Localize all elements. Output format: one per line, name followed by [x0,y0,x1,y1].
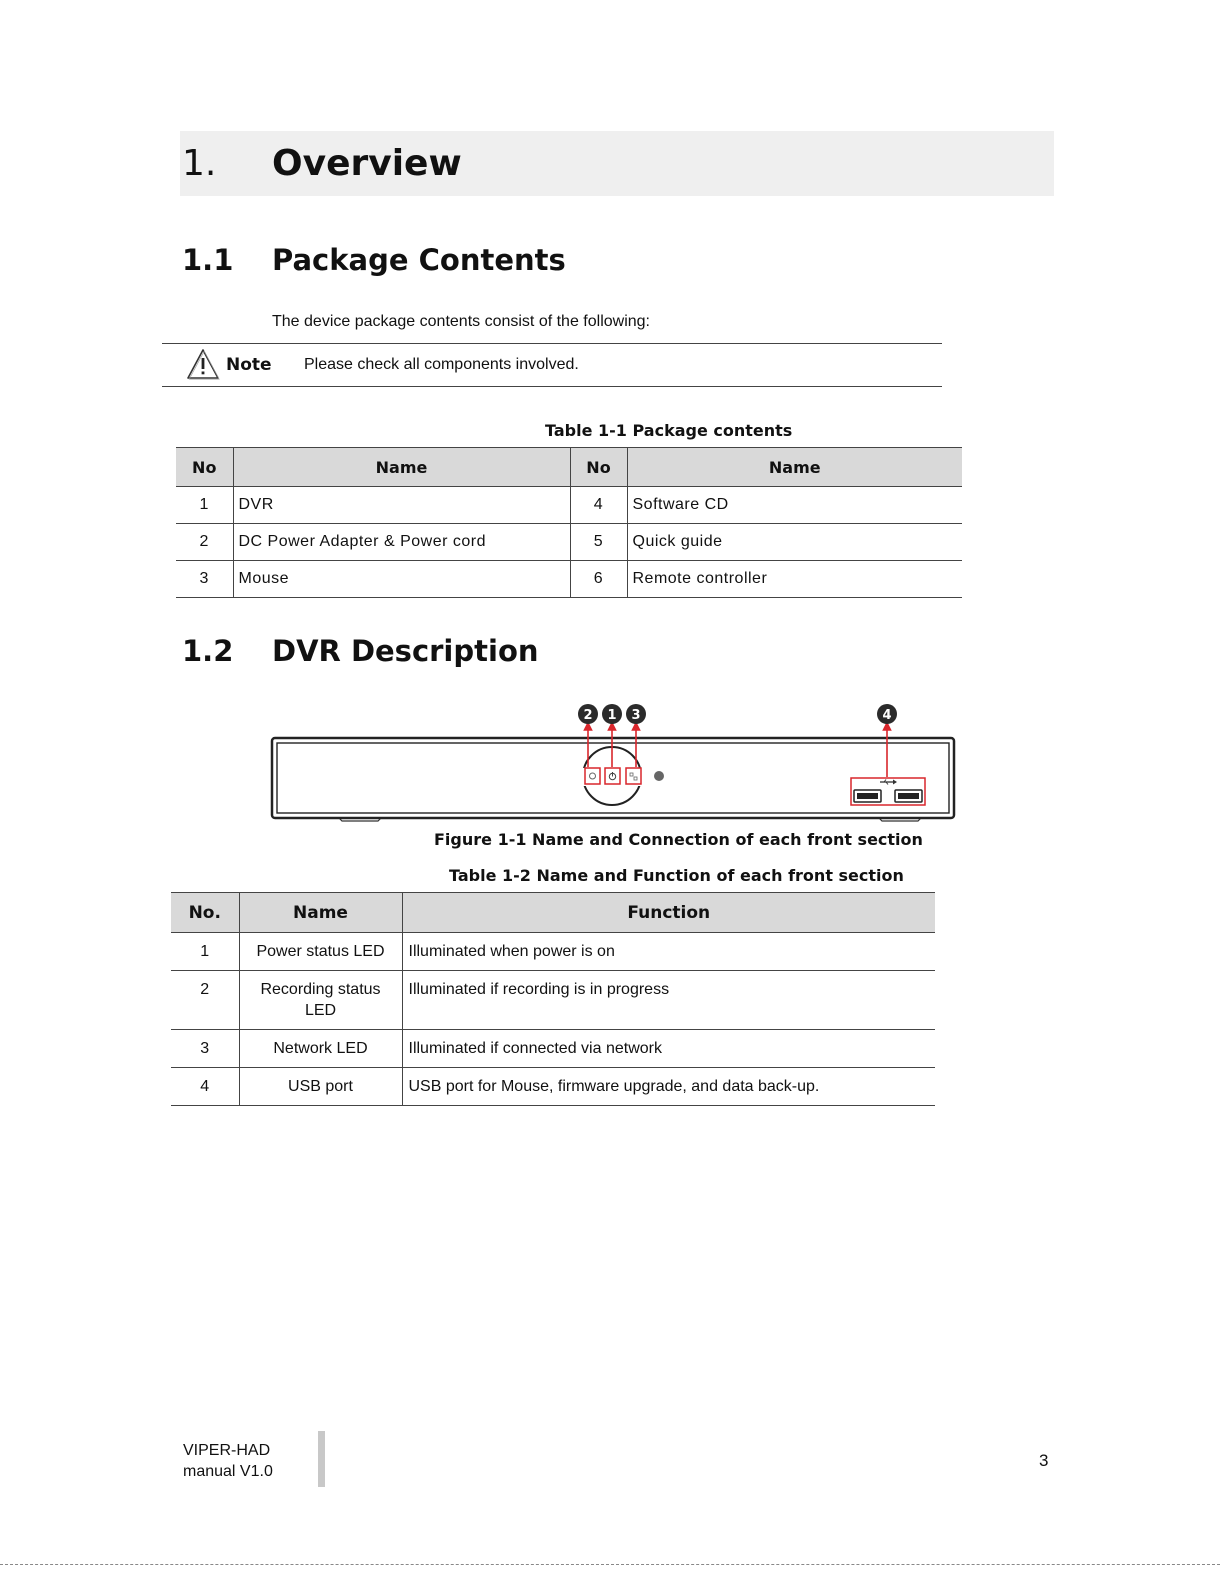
table-cell: Illuminated when power is on [402,933,935,971]
table-cell: Recording status LED [239,971,402,1030]
ir-sensor [654,771,664,781]
table-caption: Table 1-2 Name and Function of each front section [449,866,904,885]
callout-number: 1 [607,708,617,723]
callout-number: 3 [631,708,641,723]
note-bottom-rule [162,386,942,387]
intro-text: The device package contents consist of the following: [272,313,650,330]
column-header: Name [627,448,962,487]
table-row [176,487,962,524]
table-caption: Table 1-1 Package contents [545,421,793,440]
note-text: Please check all components involved. [304,356,579,373]
section-number: 1.2 [182,634,234,668]
table-row [171,971,935,1030]
table-cell: USB port for Mouse, firmware upgrade, and data back-up. [402,1068,935,1106]
section-title: DVR Description [272,634,539,668]
table-cell: Power status LED [239,933,402,971]
table-cell: 1 [171,933,239,971]
package-contents-table [176,447,962,598]
chapter-title: Overview [272,143,462,184]
column-header: Function [402,893,935,933]
callout-number: 2 [583,708,593,723]
table-cell: 6 [570,561,627,598]
table-cell: Mouse [233,561,570,598]
page-edge-rule [0,1564,1220,1565]
table-cell: 3 [176,561,233,598]
table-cell: 1 [176,487,233,524]
front-section-table [171,892,935,1106]
footer-divider [318,1431,325,1487]
table-cell: 2 [171,971,239,1030]
table-cell: 2 [176,524,233,561]
table-cell: DVR [233,487,570,524]
page-number: 3 [1039,1451,1049,1470]
table-row [176,524,962,561]
table-cell: 4 [171,1068,239,1106]
column-header: No [570,448,627,487]
table-row [176,561,962,598]
note-label: Note [226,355,272,375]
warning-icon [186,348,220,380]
table-cell: 4 [570,487,627,524]
column-header: Name [239,893,402,933]
table-row [171,933,935,971]
table-cell: USB port [239,1068,402,1106]
footer-product: VIPER-HAD [183,1442,271,1459]
table-row [171,1030,935,1068]
column-header: No [176,448,233,487]
section-number: 1.1 [182,243,234,277]
table-header-row [176,448,962,487]
table-cell: DC Power Adapter & Power cord [233,524,570,561]
footer-doc-info [183,1440,273,1482]
dvr-front-figure [266,700,960,825]
table-cell: Remote controller [627,561,962,598]
table-cell: Quick guide [627,524,962,561]
callout-number: 4 [882,708,892,723]
table-cell: Network LED [239,1030,402,1068]
footer-version: manual V1.0 [183,1463,273,1480]
table-cell: Illuminated if recording is in progress [402,971,935,1030]
note-top-rule [162,343,942,344]
network-led-icon [626,768,641,784]
table-cell: 3 [171,1030,239,1068]
column-header: No. [171,893,239,933]
column-header: Name [233,448,570,487]
table-row [171,1068,935,1106]
recording-led-icon [585,768,600,784]
chapter-number: 1. [182,143,217,184]
section-title: Package Contents [272,243,566,277]
table-cell: 5 [570,524,627,561]
table-cell: Illuminated if connected via network [402,1030,935,1068]
table-header-row [171,893,935,933]
figure-caption: Figure 1-1 Name and Connection of each front section [434,830,923,849]
table-cell: Software CD [627,487,962,524]
